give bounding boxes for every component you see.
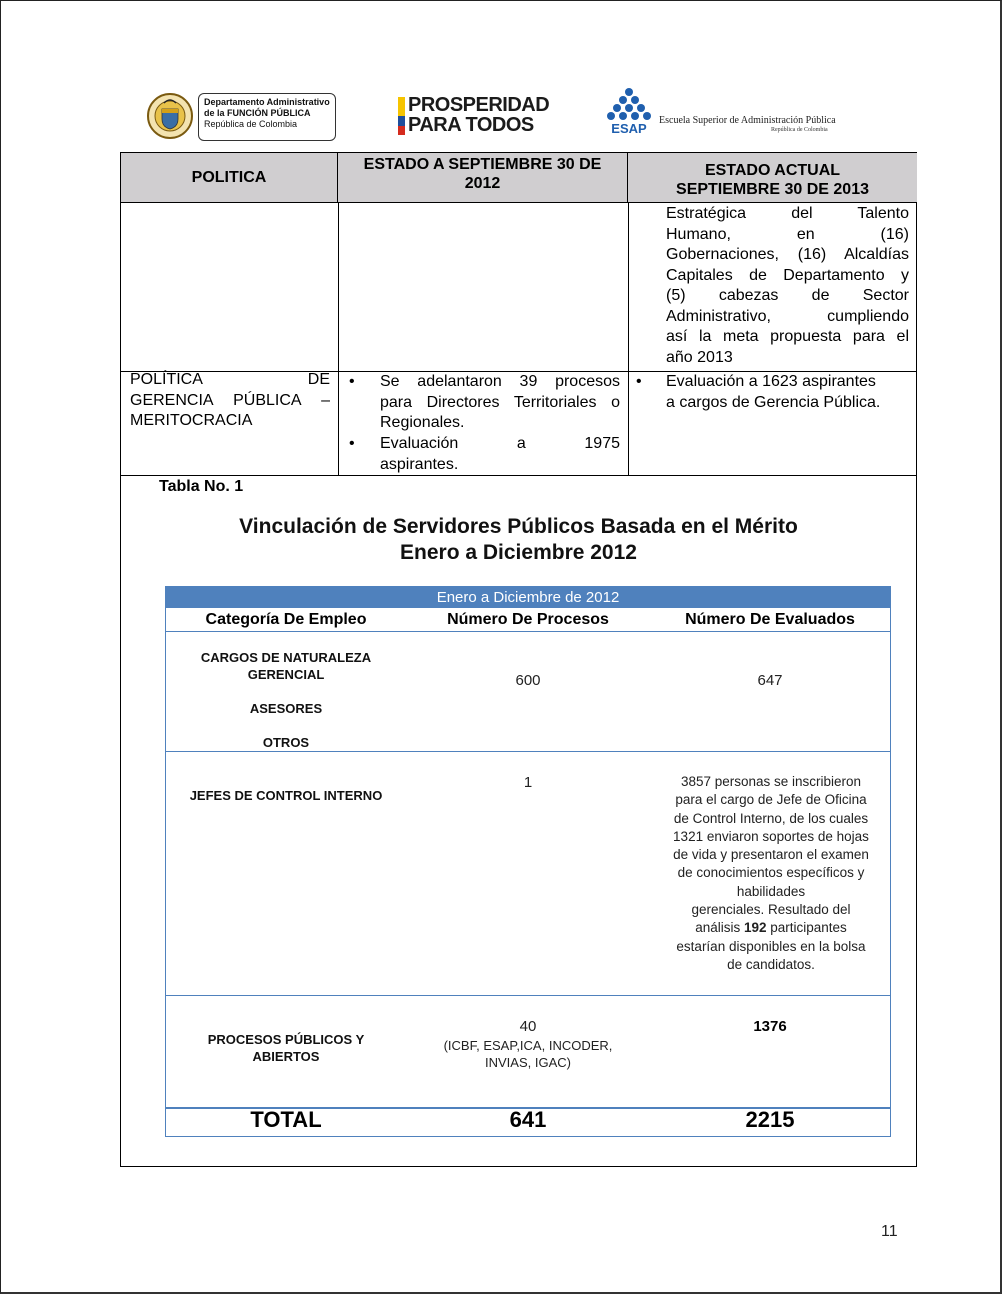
merit-table	[165, 586, 891, 1137]
evaluados-value: 647	[757, 672, 783, 689]
bullet-line: Se adelantaron 39 procesos	[380, 373, 620, 390]
row2-policy-text	[130, 370, 330, 432]
procesos-value: 40	[519, 1018, 537, 1035]
note-line: (ICBF, ESAP,ICA, INCODER,	[443, 1038, 613, 1053]
desc-text: análisis	[695, 920, 744, 936]
col-header-estado-2013: ESTADO ACTUAL SEPTIEMBRE 30 DE 2013	[628, 153, 917, 203]
category-line: PROCESOS PÚBLICOS Y	[207, 1032, 365, 1047]
prosperidad-line-2: PARA TODOS	[408, 114, 534, 136]
category-procesos-publicos	[166, 1031, 406, 1065]
figure-title-line-1: Vinculación de Servidores Públicos Basada en el Mérito	[239, 515, 798, 538]
funcion-line-2	[204, 108, 330, 119]
page-number: 11	[881, 1223, 898, 1240]
category-line: ABIERTOS	[252, 1049, 320, 1064]
col-header-categoria: Categoría De Empleo	[205, 611, 367, 628]
bullet-icon: •	[349, 373, 355, 390]
figure-title-line-2: Enero a Diciembre 2012	[400, 541, 637, 564]
desc-line: 1321 enviaron soportes de hojas	[673, 828, 869, 844]
bullet-item	[349, 372, 621, 436]
row1-line: así la meta propuesta para el	[666, 328, 909, 345]
col-header-politica: POLITICA	[121, 153, 338, 203]
bullet-line: aspirantes.	[380, 455, 459, 473]
desc-line: 3857 personas se inscribieron	[680, 774, 862, 789]
bullet-line: para Directores Territoriales o	[380, 393, 620, 411]
colombia-coat-of-arms-icon	[146, 89, 194, 143]
col-header-procesos: Número De Procesos	[447, 611, 609, 628]
desc-line: de vida y presentaron el examen	[673, 847, 869, 863]
col-header-evaluados: Número De Evaluados	[685, 611, 855, 628]
desc-line: habilidades	[736, 883, 806, 899]
bullet-text	[666, 372, 910, 413]
divider	[628, 203, 629, 476]
divider	[166, 995, 890, 996]
funcion-publica-text-box	[198, 93, 336, 141]
esap-country: República de Colombia	[771, 127, 828, 133]
prosperidad-text	[408, 95, 549, 135]
evaluados-description	[656, 773, 886, 974]
bullet-text	[380, 372, 620, 434]
row1-line: Capitales de Departamento y	[666, 266, 909, 284]
desc-line: gerenciales. Resultado del	[691, 902, 851, 918]
bullet-line: Evaluación a 1975	[380, 435, 620, 452]
prosperidad-logo	[398, 95, 550, 139]
bullet-line: Evaluación a 1623 aspirantes	[666, 373, 876, 390]
category-line: ASESORES	[249, 701, 323, 716]
esap-logo	[601, 87, 841, 137]
divider	[166, 751, 890, 752]
category-line: GERENCIAL	[247, 667, 325, 682]
bullet-item	[349, 434, 621, 476]
note-line: INVIAS, IGAC)	[485, 1055, 571, 1070]
procesos-value: 1	[523, 774, 533, 791]
evaluados-value: 1376	[753, 1018, 787, 1035]
desc-line: estarían disponibles en la bolsa	[676, 938, 866, 954]
desc-text: participantes	[766, 920, 847, 936]
category-cargos	[166, 649, 406, 751]
row1-line: Estratégica del Talento	[666, 205, 909, 222]
table-caption: Tabla No. 1	[159, 478, 244, 495]
figure-title	[120, 514, 917, 566]
procesos-value: 600	[515, 672, 541, 689]
row1-line: (5) cabezas de Sector	[666, 287, 909, 304]
bullet-line: a cargos de Gerencia Pública.	[666, 393, 881, 411]
row1-line: Humano, en (16)	[666, 225, 909, 243]
funcion-publica-logo	[146, 89, 336, 143]
category-line: CARGOS DE NATURALEZA	[200, 650, 372, 665]
esap-dots-icon	[601, 87, 657, 137]
total-procesos: 641	[509, 1107, 547, 1132]
bullet-icon: •	[349, 435, 355, 452]
period-header: Enero a Diciembre de 2012	[166, 587, 890, 608]
prosperidad-line-1: PROSPERIDAD	[408, 94, 550, 116]
desc-highlight: 192	[743, 920, 767, 936]
policy-line: POLÍTICA DE	[130, 371, 330, 388]
row1-line: Administrativo, cumpliendo	[666, 307, 909, 325]
divider	[166, 631, 890, 632]
total-label: TOTAL	[250, 1107, 322, 1132]
policy-line: GERENCIA PÚBLICA –	[130, 391, 330, 409]
bullet-text	[380, 434, 620, 475]
bullet-item	[636, 372, 911, 414]
category-line: OTROS	[262, 735, 310, 750]
row1-estado-2013-text	[666, 204, 909, 368]
esap-name: Escuela Superior de Administración Pública	[659, 115, 836, 126]
desc-line	[656, 919, 886, 937]
funcion-line-2-text: de la FUNCIÓN PÚBLICA	[204, 108, 311, 118]
funcion-line-1: Departamento Administrativo	[204, 97, 330, 107]
procesos-note	[406, 1037, 650, 1071]
desc-line: de candidatos.	[727, 956, 815, 972]
col-header-estado-2012: ESTADO A SEPTIEMBRE 30 DE 2012	[338, 153, 628, 203]
row1-line: Gobernaciones, (16) Alcaldías	[666, 246, 909, 263]
divider	[338, 203, 339, 476]
policy-line: MERITOCRACIA	[130, 412, 253, 429]
category-jefes: JEFES DE CONTROL INTERNO	[189, 788, 383, 803]
desc-line: de conocimientos específicos y	[677, 865, 865, 881]
esap-acronym: ESAP	[611, 121, 647, 136]
funcion-line-3: República de Colombia	[204, 119, 298, 129]
bullet-icon: •	[636, 373, 642, 390]
total-evaluados: 2215	[745, 1107, 795, 1132]
desc-line: de Control Interno, de los cuales	[673, 810, 869, 826]
colombia-flag-bar-icon	[398, 97, 405, 135]
desc-line: para el cargo de Jefe de Oficina	[675, 792, 867, 808]
row1-line: año 2013	[666, 348, 733, 366]
bullet-line: Regionales.	[380, 414, 465, 431]
